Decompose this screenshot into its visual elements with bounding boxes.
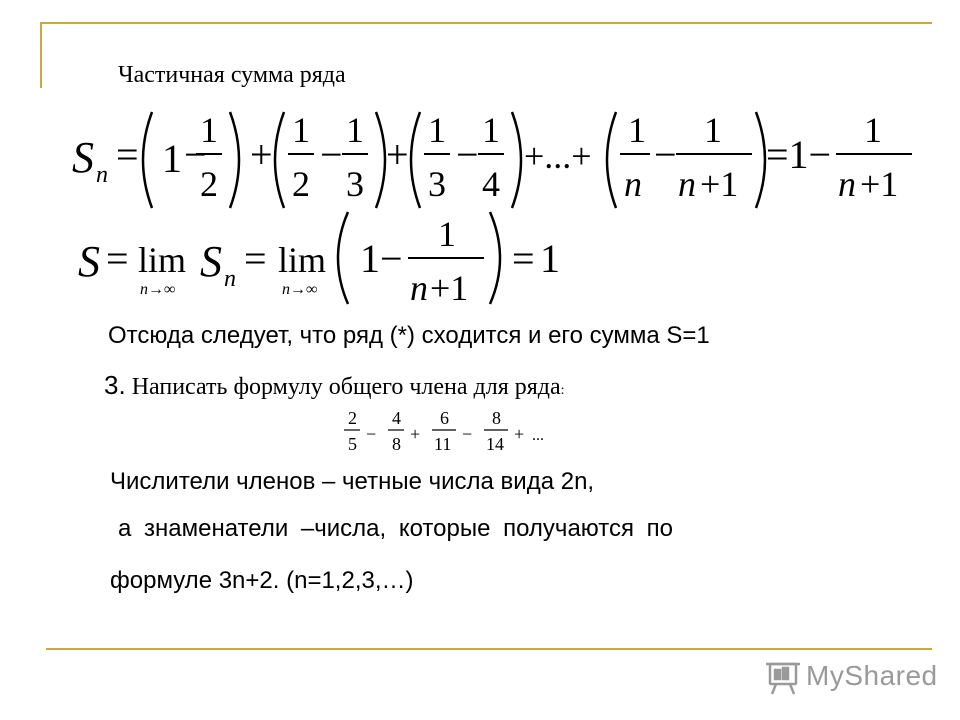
svg-text:1: 1 bbox=[346, 110, 364, 150]
formula-ellipsis: +...+ bbox=[524, 136, 592, 176]
svg-text:=1−: =1− bbox=[766, 132, 832, 177]
svg-text:n: n bbox=[678, 164, 696, 204]
svg-text:=: = bbox=[512, 236, 535, 281]
svg-text:=: = bbox=[106, 236, 129, 281]
limit-result: 1 bbox=[540, 236, 560, 281]
svg-text:=: = bbox=[116, 132, 139, 177]
limit-sn-symbol: S bbox=[200, 237, 222, 286]
series-den-2: 8 bbox=[392, 434, 401, 454]
svg-text:n: n bbox=[624, 164, 642, 204]
svg-text:1: 1 bbox=[482, 110, 500, 150]
svg-text:1: 1 bbox=[628, 110, 646, 150]
series-sign-1: − bbox=[366, 424, 377, 444]
svg-text:n: n bbox=[410, 268, 428, 308]
svg-text:1: 1 bbox=[292, 110, 310, 150]
svg-text:1: 1 bbox=[438, 214, 456, 254]
task-text: Написать формулу общего члена для ряда bbox=[131, 374, 561, 400]
decor-bottom-line bbox=[46, 648, 932, 650]
limit-sub-2: n→∞ bbox=[282, 281, 318, 298]
slide-title: Частичная сумма ряда bbox=[118, 62, 346, 88]
series-num-4: 8 bbox=[492, 408, 501, 428]
explanation-line-2: а знаменатели –числа, которые получаются по bbox=[118, 515, 673, 542]
series-num-1: 2 bbox=[348, 408, 357, 428]
task-colon: : bbox=[560, 383, 565, 398]
svg-text:2: 2 bbox=[292, 164, 310, 204]
svg-text:−: − bbox=[184, 132, 207, 177]
limit-s-symbol: S bbox=[78, 237, 100, 286]
formula-limit bbox=[78, 212, 560, 308]
svg-text:2: 2 bbox=[200, 164, 218, 204]
svg-text:4: 4 bbox=[482, 164, 500, 204]
series-den-3: 11 bbox=[434, 434, 452, 454]
svg-text:−: − bbox=[456, 132, 479, 177]
limit-sn-subscript: n bbox=[224, 266, 236, 292]
series-num-2: 4 bbox=[392, 408, 401, 428]
term-one: 1 bbox=[162, 136, 182, 181]
svg-text:+1: +1 bbox=[860, 164, 899, 204]
formula-partial-sum bbox=[72, 110, 912, 208]
formula-s-symbol: S bbox=[72, 133, 94, 182]
series-sign-3: − bbox=[462, 424, 473, 444]
limit-lim-1: lim bbox=[138, 240, 187, 280]
svg-text:+1: +1 bbox=[430, 268, 469, 308]
svg-text:1−: 1− bbox=[360, 236, 403, 281]
logo-text: MyShared bbox=[806, 660, 938, 691]
svg-text:=: = bbox=[244, 236, 267, 281]
svg-text:+: + bbox=[386, 132, 409, 177]
svg-text:3: 3 bbox=[428, 164, 446, 204]
svg-text:−: − bbox=[654, 132, 677, 177]
series-sign-2: + bbox=[410, 424, 421, 444]
series-formula bbox=[344, 408, 544, 454]
series-sign-4: + bbox=[514, 424, 525, 444]
presentation-board-icon bbox=[766, 664, 800, 694]
explanation-line-1: Числители членов – четные числа вида 2n, bbox=[110, 468, 595, 495]
svg-text:+1: +1 bbox=[700, 164, 739, 204]
series-tail: ... bbox=[532, 427, 544, 444]
task-statement bbox=[104, 370, 565, 401]
series-den-4: 14 bbox=[486, 434, 504, 454]
svg-text:n: n bbox=[838, 164, 856, 204]
series-den-1: 5 bbox=[348, 434, 357, 454]
series-num-3: 6 bbox=[440, 408, 449, 428]
svg-text:3: 3 bbox=[346, 164, 364, 204]
svg-text:1: 1 bbox=[864, 110, 882, 150]
task-number: 3. bbox=[104, 370, 126, 400]
limit-sub-1: n→∞ bbox=[140, 281, 176, 298]
svg-text:1: 1 bbox=[200, 110, 218, 150]
formula-s-subscript: n bbox=[96, 162, 108, 188]
conclusion-text: Отсюда следует, что ряд (*) сходится и его сумма S=1 bbox=[108, 322, 710, 349]
limit-lim-2: lim bbox=[278, 240, 327, 280]
svg-text:1: 1 bbox=[428, 110, 446, 150]
explanation-line-3: формуле 3n+2. (n=1,2,3,…) bbox=[110, 567, 414, 594]
svg-text:1: 1 bbox=[704, 110, 722, 150]
svg-text:+: + bbox=[250, 132, 273, 177]
svg-text:−: − bbox=[320, 132, 343, 177]
